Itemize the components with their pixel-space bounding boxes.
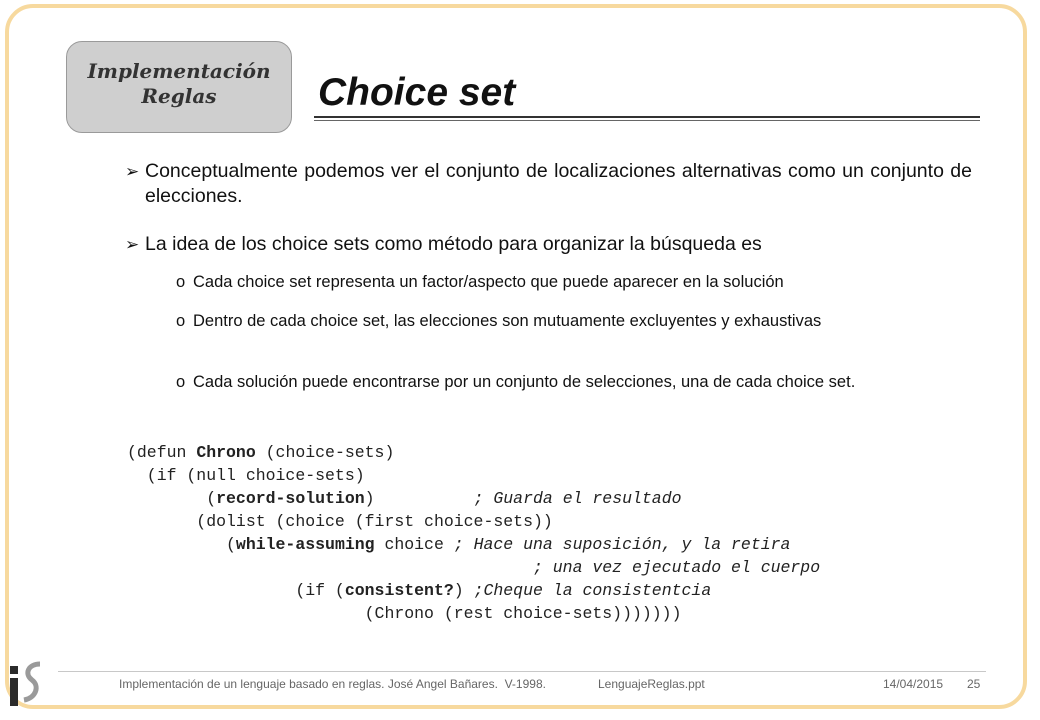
code-text: (if (null choice-sets) xyxy=(127,466,365,485)
code-comment: ; Hace una suposición, y la retira xyxy=(453,535,791,554)
code-text: (dolist (choice (first choice-sets)) xyxy=(127,512,553,531)
footer-text: Implementación de un lenguaje basado en reglas. José Angel Bañares. V-1998. xyxy=(119,677,546,691)
sub-bullet-text: Cada choice set representa un factor/aspecto que puede aparecer en la solución xyxy=(193,273,784,291)
code-text: (defun xyxy=(127,443,197,462)
sub-bullet-item xyxy=(176,272,972,293)
sub-bullet-marker: o xyxy=(176,373,186,391)
code-text: (choice-sets) xyxy=(255,443,395,462)
footer-divider xyxy=(58,671,986,672)
code-text: (if ( xyxy=(127,581,345,600)
code-text: ( xyxy=(127,535,236,554)
code-comment: ; Guarda el resultado xyxy=(374,489,682,508)
bullet-item xyxy=(125,232,972,257)
code-keyword: record-solution xyxy=(216,489,365,508)
sub-bullet-item xyxy=(176,372,972,393)
footer-page-number: 25 xyxy=(967,677,981,691)
code-keyword: while-assuming xyxy=(235,535,375,554)
badge-line-2: Reglas xyxy=(141,84,217,108)
footer-filename: LenguajeReglas.ppt xyxy=(598,677,705,691)
code-comment: ;Cheque la consistentcia xyxy=(473,581,712,600)
bullet-text: La idea de los choice sets como método para organizar la búsqueda es xyxy=(145,233,762,255)
badge-line-1: Implementación xyxy=(87,59,271,83)
sub-bullet-item xyxy=(176,311,972,332)
arrow-bullet-icon: ➢ xyxy=(125,235,140,254)
code-text: choice xyxy=(374,535,454,554)
footer-date: 14/04/2015 xyxy=(883,677,944,691)
code-text: ( xyxy=(127,489,217,508)
code-text: ) xyxy=(453,581,474,600)
bullet-text: Conceptualmente podemos ver el conjunto de localizaciones alternativas como un conjunto de elecciones. xyxy=(145,160,972,207)
section-badge xyxy=(66,41,292,133)
sub-bullet-text: Dentro de cada choice set, las elecciones son mutuamente excluyentes y exhaustivas xyxy=(193,312,822,330)
title-underline xyxy=(314,116,980,118)
logo-icon xyxy=(6,660,50,708)
code-keyword: consistent? xyxy=(344,581,454,600)
slide-title: Choice set xyxy=(318,71,516,114)
code-text: (Chrono (rest choice-sets))))))) xyxy=(127,604,682,623)
code-keyword: Chrono xyxy=(196,443,256,462)
code-comment: ; una vez ejecutado el cuerpo xyxy=(127,558,821,577)
sub-bullet-marker: o xyxy=(176,312,186,330)
arrow-bullet-icon: ➢ xyxy=(125,162,140,181)
sub-bullet-text: Cada solución puede encontrarse por un conjunto de selecciones, una de cada choice set. xyxy=(193,373,856,391)
bullet-item xyxy=(125,159,972,209)
title-underline-thin xyxy=(314,120,980,121)
code-text: ) xyxy=(364,489,375,508)
code-block xyxy=(127,441,820,625)
sub-bullet-marker: o xyxy=(176,273,186,291)
